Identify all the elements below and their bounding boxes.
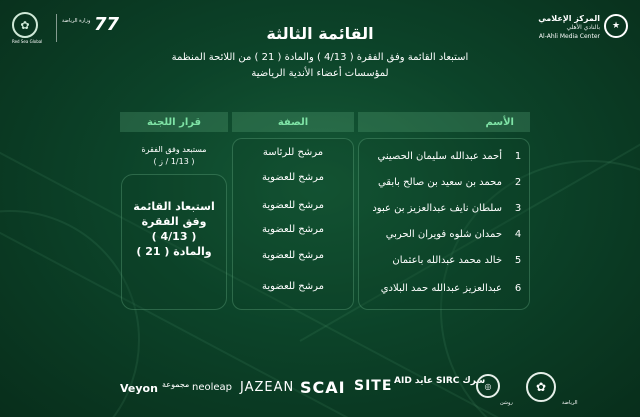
red-sea-global-label: Red Sea Global — [12, 39, 43, 44]
decision-note-line-1: مستبعد وفق الفقرة — [141, 145, 207, 154]
media-center-title: المركز الإعلامي — [538, 14, 600, 23]
red-sea-global-icon: ✿ — [12, 12, 38, 38]
row-role: مرشح للعضوية — [261, 171, 325, 183]
row-name: سلطان نايف عبدالعزيز بن عبود — [372, 202, 502, 214]
page-subtitle — [0, 50, 640, 82]
subtitle-line-1: استبعاد القائمة وفق الفقرة ( 4/13 ) والمادة ( 21 ) من اللائحة المنظمة — [171, 52, 469, 63]
ministry-sport-label: وزارة الرياضة — [62, 18, 91, 24]
decision-text: استبعاد القائمة وفق الفقرة ( 4/13 ) والمادة ( 21 ) — [133, 200, 215, 258]
sponsor-roshn-logo — [476, 374, 500, 398]
sponsor-site-logo: SITE — [354, 378, 393, 394]
media-center-english: Al-Ahli Media Center — [538, 33, 600, 40]
row-number: 3 — [514, 202, 522, 214]
row-number: 6 — [514, 282, 522, 294]
decision-note-line-2: ( 1/13 / ز ) — [153, 157, 195, 166]
row-number: 4 — [514, 228, 522, 240]
row-name: حمدان شلوه فويران الحربي — [385, 228, 502, 240]
sponsor-sirc-logo: SIRC سرك — [436, 376, 486, 386]
row-role: مرشح للعضوية — [261, 199, 325, 211]
page-title: القائمة الثالثة — [266, 24, 374, 43]
sponsor-veyon-logo: Veyon — [120, 382, 158, 395]
header-role: الصفة — [232, 112, 354, 132]
row-number: 5 — [514, 254, 522, 266]
row-name: محمد بن سعيد بن صالح بابقي — [377, 176, 502, 188]
row-role: مرشح للعضوية — [261, 223, 325, 235]
media-center-subtitle: بالنادي الأهلي — [566, 24, 600, 31]
row-name: أحمد عبدالله سليمان الحصيني — [377, 150, 502, 162]
header-decision: قرار اللجنة — [120, 112, 228, 132]
anniversary-logo: 77 — [94, 14, 120, 35]
club-crest-icon: ★ — [604, 14, 628, 38]
sponsor-roshn-label: روشن — [500, 400, 513, 406]
row-name: خالد محمد عبدالله باعثمان — [392, 254, 502, 266]
subtitle-line-2: لمؤسسات أعضاء الأندية الرياضية — [251, 68, 389, 79]
header-name: الأسم — [358, 112, 530, 132]
decision-note — [120, 144, 228, 168]
row-role: مرشح للرئاسة — [262, 146, 324, 158]
sponsor-scai-logo: SCAI — [300, 378, 346, 397]
row-role: مرشح للعضوية — [261, 280, 325, 292]
sponsor-sports-label: الرياضة — [562, 400, 578, 406]
sponsor-neoleap-logo: neoleap — [192, 382, 233, 393]
row-name: عبدالعزيز عبدالله حمد البلادي — [380, 282, 502, 294]
sponsor-aid-logo: AID عايد — [394, 376, 434, 386]
sponsor-sports-logo — [526, 372, 556, 402]
sponsor-bar — [100, 372, 620, 412]
sponsor-jazean-logo: JAZEAN — [240, 380, 295, 395]
row-number: 2 — [514, 176, 522, 188]
sponsor-group-logo: مجموعة — [162, 380, 190, 389]
roshn-emblem-icon: ◎ — [476, 374, 500, 398]
sports-emblem-icon: ✿ — [526, 372, 556, 402]
row-role: مرشح للعضوية — [261, 249, 325, 261]
row-number: 1 — [514, 150, 522, 162]
